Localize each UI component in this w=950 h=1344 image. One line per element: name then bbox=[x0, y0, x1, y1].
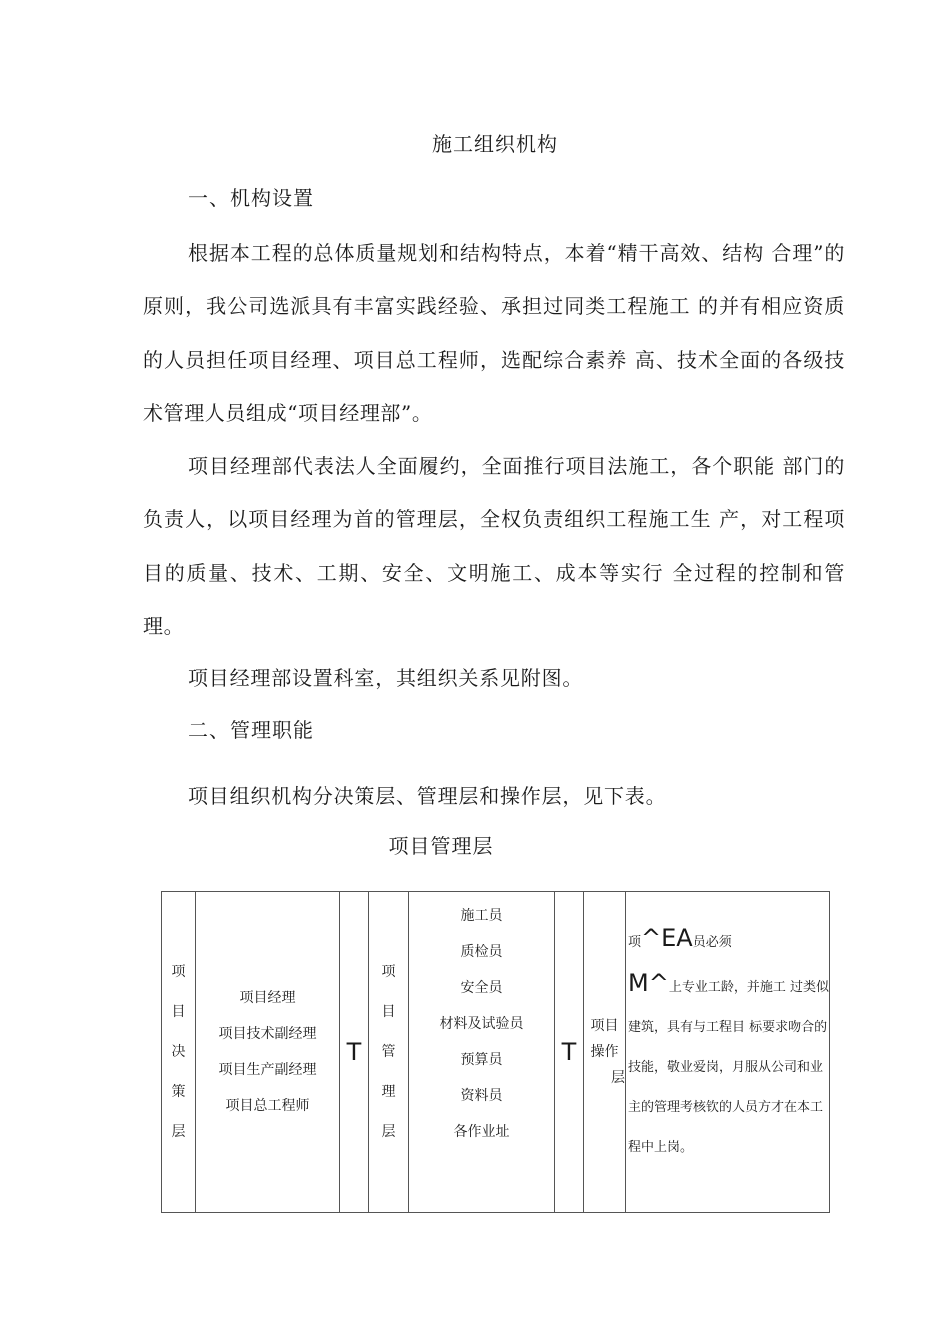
arrow-decision-to-management: T bbox=[340, 892, 369, 1213]
operation-requirements-note: 项^EA员必须 M^上专业工龄，并施工 过类似建筑，具有与工程目 标要求吻合的技能，敬业爱岗，月服从公司和业主的管理考核钦的人员方才在本工 程中上岗。 bbox=[626, 892, 830, 1213]
table-caption: 项目管理层 bbox=[388, 834, 494, 858]
paragraph-departments: 项目经理部设置科室，其组织关系见附图。 bbox=[188, 666, 584, 690]
paragraph-levels: 项目组织机构分决策层、管理层和操作层，见下表。 bbox=[188, 784, 667, 808]
organization-table bbox=[161, 891, 830, 1213]
paragraph-responsibility: 项目经理部代表法人全面履约，全面推行项目法施工，各个职能 部门的负责人，以项目经理为首的管理层，全权负责组织工程施工生 产，对工程项目的质量、技术、工期、安全、文明施工、成本等实行 全过程的控制和管理。 bbox=[143, 454, 845, 638]
management-members: 施工员 质检员 安全员 材料及试验员 预算员 资料员 各作业址 bbox=[409, 892, 555, 1213]
section-heading-functions: 二、管理职能 bbox=[188, 718, 314, 742]
section-heading-structure: 一、机构设置 bbox=[188, 186, 314, 210]
decision-members: 项目经理 项目技术副经理 项目生产副经理 项目总工程师 bbox=[196, 892, 340, 1213]
operation-level-label: 项目 操作 层 bbox=[584, 892, 626, 1213]
decision-level-label: 项 目 决 策 层 bbox=[162, 892, 196, 1213]
management-level-label: 项 目 管 理 层 bbox=[369, 892, 409, 1213]
document-title: 施工组织机构 bbox=[432, 132, 558, 156]
paragraph-structure: 根据本工程的总体质量规划和结构特点，本着“精干高效、结构 合理”的原则，我公司选派具有丰富实践经验、承担过同类工程施工 的并有相应资质的人员担任项目经理、项目总工程师，选配综合素养 高、技术全面的各级技术管理人员组成“项目经理部”。 bbox=[143, 241, 845, 425]
arrow-management-to-operation: T bbox=[555, 892, 584, 1213]
